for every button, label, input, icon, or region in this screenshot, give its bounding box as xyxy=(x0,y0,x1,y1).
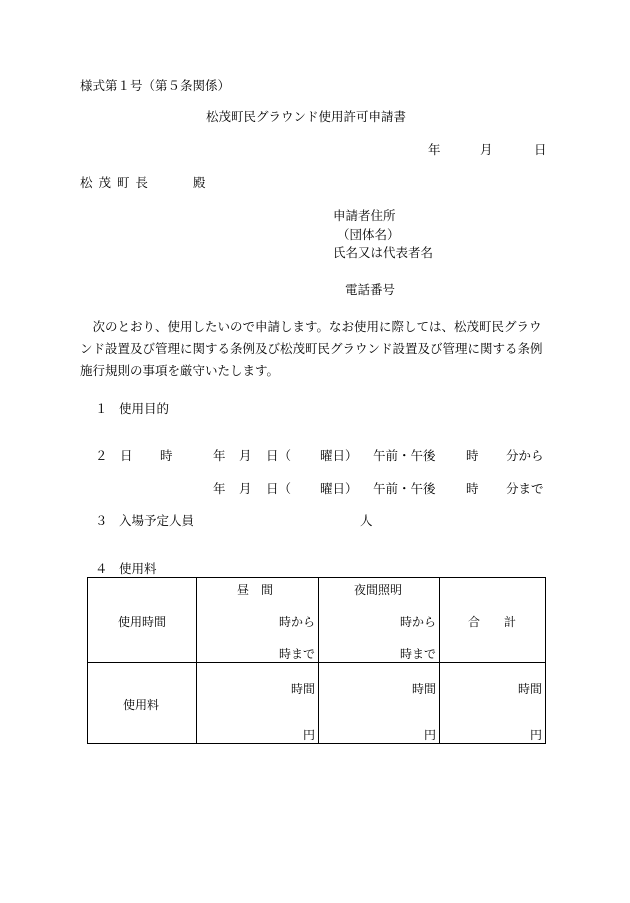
daytime-hours-label: 時間 xyxy=(290,682,315,696)
daytime-cell xyxy=(197,578,319,663)
end-dow-label: 曜日） xyxy=(320,481,358,496)
item-3-number: ３ xyxy=(95,513,108,528)
start-dow-label: 曜日） xyxy=(320,448,358,463)
item-4-label: 使用料 xyxy=(119,561,157,576)
night-lighting-header: 夜間照明 xyxy=(354,583,403,597)
end-year-label: 年 xyxy=(213,481,226,496)
total-header-cell xyxy=(440,578,546,663)
night-yen-label: 円 xyxy=(423,728,436,742)
document-title: 松茂町民グラウンド使用許可申請書 xyxy=(206,109,407,124)
addressee-honorific: 殿 xyxy=(193,175,206,190)
daytime-fee-cell xyxy=(197,663,319,744)
item-2-number: ２ xyxy=(95,448,108,463)
daytime-header: 昼 間 xyxy=(237,583,274,597)
applicant-phone-label: 電話番号 xyxy=(345,282,396,297)
night-lighting-cell xyxy=(319,578,440,663)
night-hours-label: 時間 xyxy=(411,682,436,696)
start-minute-label: 分から xyxy=(506,448,544,463)
item-1-label: 使用目的 xyxy=(119,401,170,416)
fee-row-label: 使用料 xyxy=(123,698,160,712)
daytime-yen-label: 円 xyxy=(302,728,315,742)
start-ampm-label: 午前・午後 xyxy=(373,448,436,463)
total-header: 合 計 xyxy=(468,615,517,629)
night-fee-cell xyxy=(319,663,440,744)
attendees-unit: 人 xyxy=(360,513,373,528)
item-2-label-time: 時 xyxy=(160,448,173,463)
usage-time-header-cell xyxy=(88,578,197,663)
item-4-number: ４ xyxy=(95,561,108,576)
applicant-org-label: （団体名） xyxy=(337,227,400,242)
applicant-address-label: 申請者住所 xyxy=(333,208,396,223)
night-to-label: 時まで xyxy=(399,647,436,661)
application-statement: 次のとおり、使用したいので申請します。なお使用に際しては、松茂町民グラウンド設置及び管理に関する条例及び松茂町民グラウンド設置及び管理に関する条例施行規則の事項を厳守いたします。 xyxy=(80,319,543,378)
item-1-number: １ xyxy=(95,401,108,416)
date-year-label: 年 xyxy=(428,142,441,157)
total-fee-cell xyxy=(440,663,546,744)
daytime-to-label: 時まで xyxy=(278,647,315,661)
item-3-label: 入場予定人員 xyxy=(119,513,195,528)
start-year-label: 年 xyxy=(213,448,226,463)
end-month-label: 月 xyxy=(239,481,252,496)
date-day-label: 日 xyxy=(534,142,547,157)
start-month-label: 月 xyxy=(239,448,252,463)
end-minute-label: 分まで xyxy=(506,481,544,496)
daytime-from-label: 時から xyxy=(278,615,315,629)
fee-table-row-fee xyxy=(88,663,546,744)
fee-table-row-time xyxy=(88,578,546,663)
end-day-label: 日（ xyxy=(266,481,292,496)
total-yen-label: 円 xyxy=(529,728,542,742)
total-hours-label: 時間 xyxy=(517,682,542,696)
end-ampm-label: 午前・午後 xyxy=(373,481,436,496)
form-number: 様式第１号（第５条関係） xyxy=(80,78,231,93)
start-day-label: 日（ xyxy=(266,448,292,463)
fee-header-cell xyxy=(88,663,197,744)
applicant-name-label: 氏名又は代表者名 xyxy=(333,245,434,260)
addressee-name: 松 茂 町 長 xyxy=(80,175,149,190)
night-from-label: 時から xyxy=(399,615,436,629)
fee-table xyxy=(87,577,546,744)
start-hour-label: 時 xyxy=(466,448,479,463)
usage-time-label: 使用時間 xyxy=(118,615,167,629)
item-2-label-day: 日 xyxy=(120,448,133,463)
date-month-label: 月 xyxy=(480,142,493,157)
end-hour-label: 時 xyxy=(466,481,479,496)
